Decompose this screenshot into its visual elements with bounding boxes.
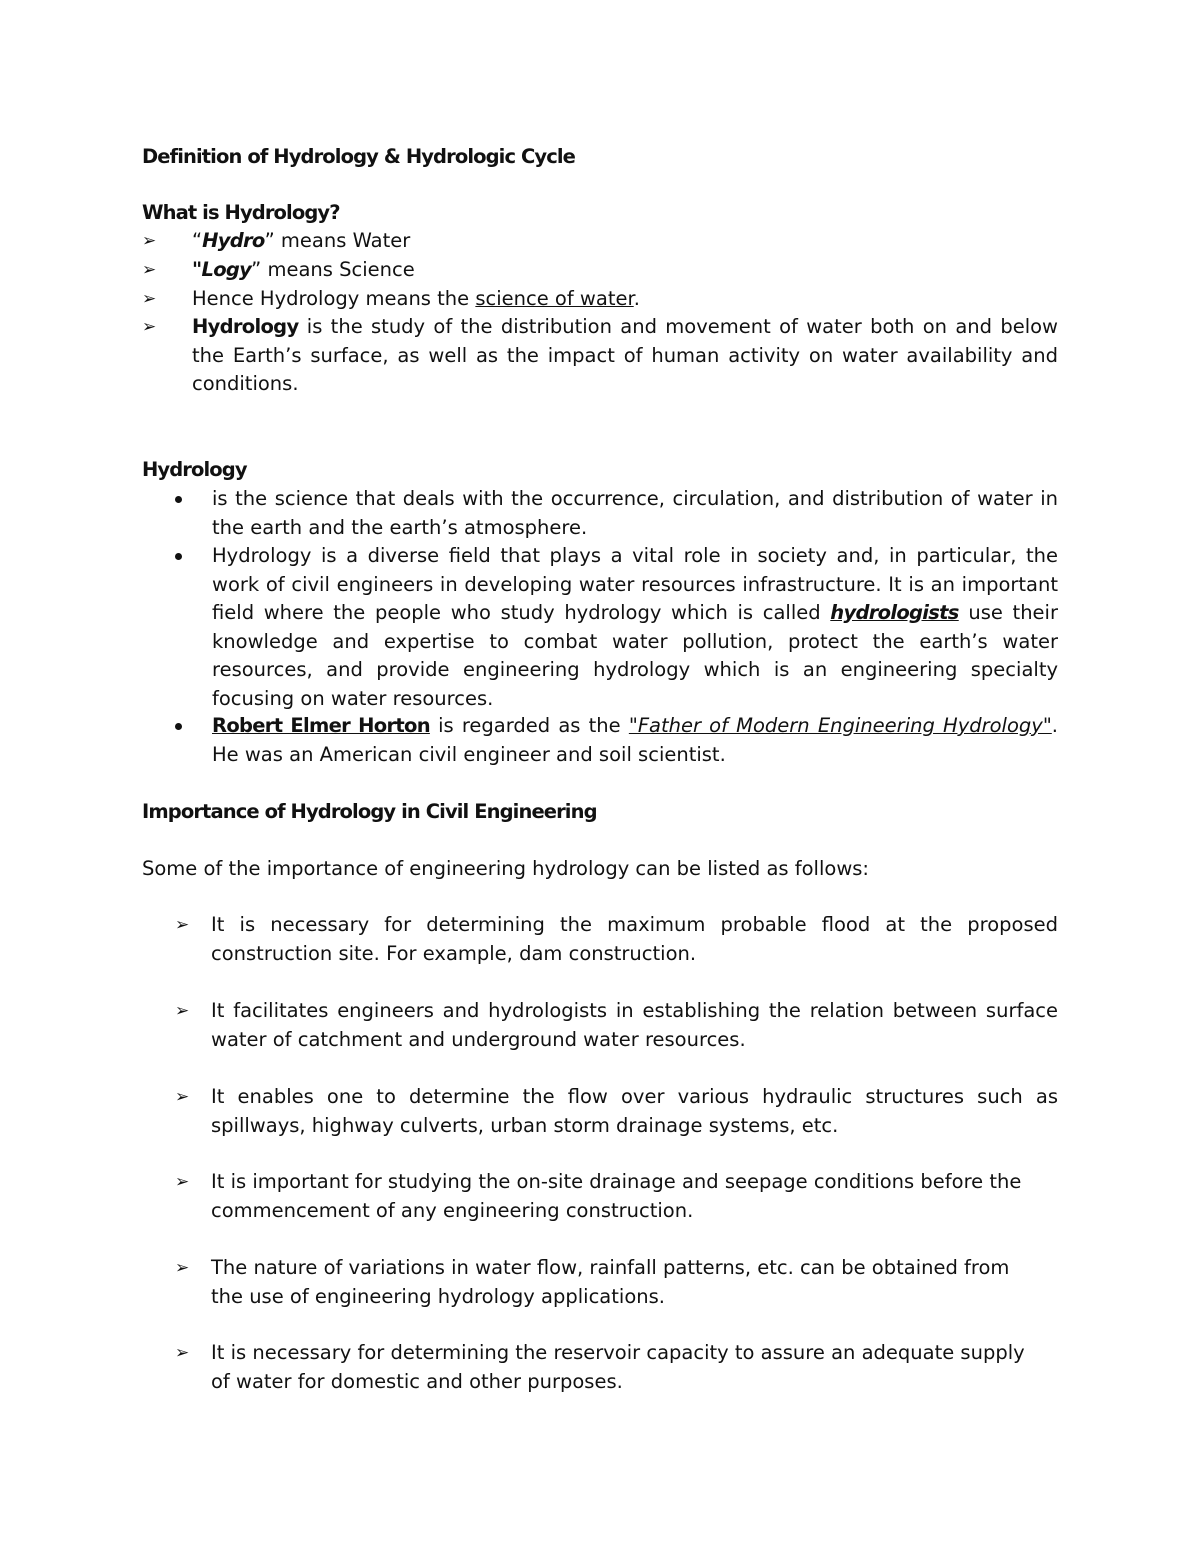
arrow-bullet-icon: ➢ [142,289,157,309]
section-heading-importance: Importance of Hydrology in Civil Engineering [142,800,597,823]
list-item-text: It facilitates engineers and hydrologists in establishing the relation between surface water of catchment and underground water resources. [211,999,1058,1051]
list-item [175,911,1058,968]
intro-paragraph: Some of the importance of engineering hydrology can be listed as follows: [142,857,869,880]
arrow-bullet-icon: ➢ [175,915,190,935]
arrow-bullet-icon: ➢ [175,1001,190,1021]
list-item-text: It is necessary for determining the maximum probable flood at the proposed construction site. For example, dam construction. [211,913,1058,965]
list-item [142,313,1058,399]
list-item [142,227,1058,256]
list-item [142,256,1058,285]
list-item-text: It is necessary for determining the reservoir capacity to assure an adequate supply of water for domestic and other purposes. [211,1341,1025,1393]
list-item [175,997,1058,1054]
list-item-text: is the science that deals with the occurrence, circulation, and distribution of water in the earth and the earth’s atmosphere. [212,487,1058,539]
arrow-bullet-icon: ➢ [142,260,157,280]
list-item-text: Robert Elmer Horton is regarded as the "Father of Modern Engineering Hydrology". He was an American civil engineer and soil scientist. [212,714,1058,766]
list-item-text: "Logy” means Science [192,258,415,281]
robert-elmer-horton: Robert Elmer Horton [212,714,430,737]
section-heading-hydrology: Hydrology [142,458,247,481]
science-of-water-underlined: science of water [475,287,634,310]
document-title: Definition of Hydrology & Hydrologic Cycle [142,145,575,168]
term-hydrologists: hydrologists [830,601,959,624]
list-item [175,1168,1035,1225]
bullet-dot-icon [175,723,182,730]
list-item-text: The nature of variations in water flow, rainfall patterns, etc. can be obtained from the use of engineering hydrology applications. [211,1256,1010,1308]
section-heading-what-is-hydrology: What is Hydrology? [142,201,340,224]
list-item-text: It enables one to determine the flow over various hydraulic structures such as spillways, highway culverts, urban storm drainage systems, etc. [211,1085,1058,1137]
list-item [175,1254,1035,1311]
list-item [175,1339,1035,1396]
list-item [175,542,1058,713]
list-item-text: Hence Hydrology means the science of water. [192,287,640,310]
arrow-bullet-icon: ➢ [142,317,157,337]
list-item [142,285,1058,314]
bullet-dot-icon [175,553,182,560]
list-item [175,1083,1058,1140]
list-item-text: Hydrology is the study of the distribution and movement of water both on and below the Earth’s surface, as well as the impact of human activity on water availability and conditions. [192,315,1058,395]
father-of-engineering-hydrology-quote: "Father of Modern Engineering Hydrology" [628,714,1052,737]
bullet-dot-icon [175,496,182,503]
arrow-bullet-icon: ➢ [175,1087,190,1107]
term-logy: Logy [201,258,252,281]
term-hydro: Hydro [202,229,265,252]
list-item-text: “Hydro” means Water [192,229,411,252]
arrow-bullet-icon: ➢ [142,231,157,251]
term-hydrology: Hydrology [192,315,299,338]
list-item [175,712,1058,769]
list-item-text: Hydrology is a diverse field that plays a vital role in society and, in particular, the work of civil engineers in developing water resources infrastructure. It is an important field where the people who study hydrology which is called hydrologists use their knowledge and expertise to combat water pollution, protect the earth’s water resources, and provide engineering hydrology which is an engineering specialty focusing on water resources. [212,544,1058,710]
arrow-bullet-icon: ➢ [175,1258,190,1278]
arrow-bullet-icon: ➢ [175,1343,190,1363]
list-item [175,485,1058,542]
arrow-bullet-icon: ➢ [175,1172,190,1192]
list-item-text: It is important for studying the on-site drainage and seepage conditions before the commencement of any engineering construction. [211,1170,1022,1222]
